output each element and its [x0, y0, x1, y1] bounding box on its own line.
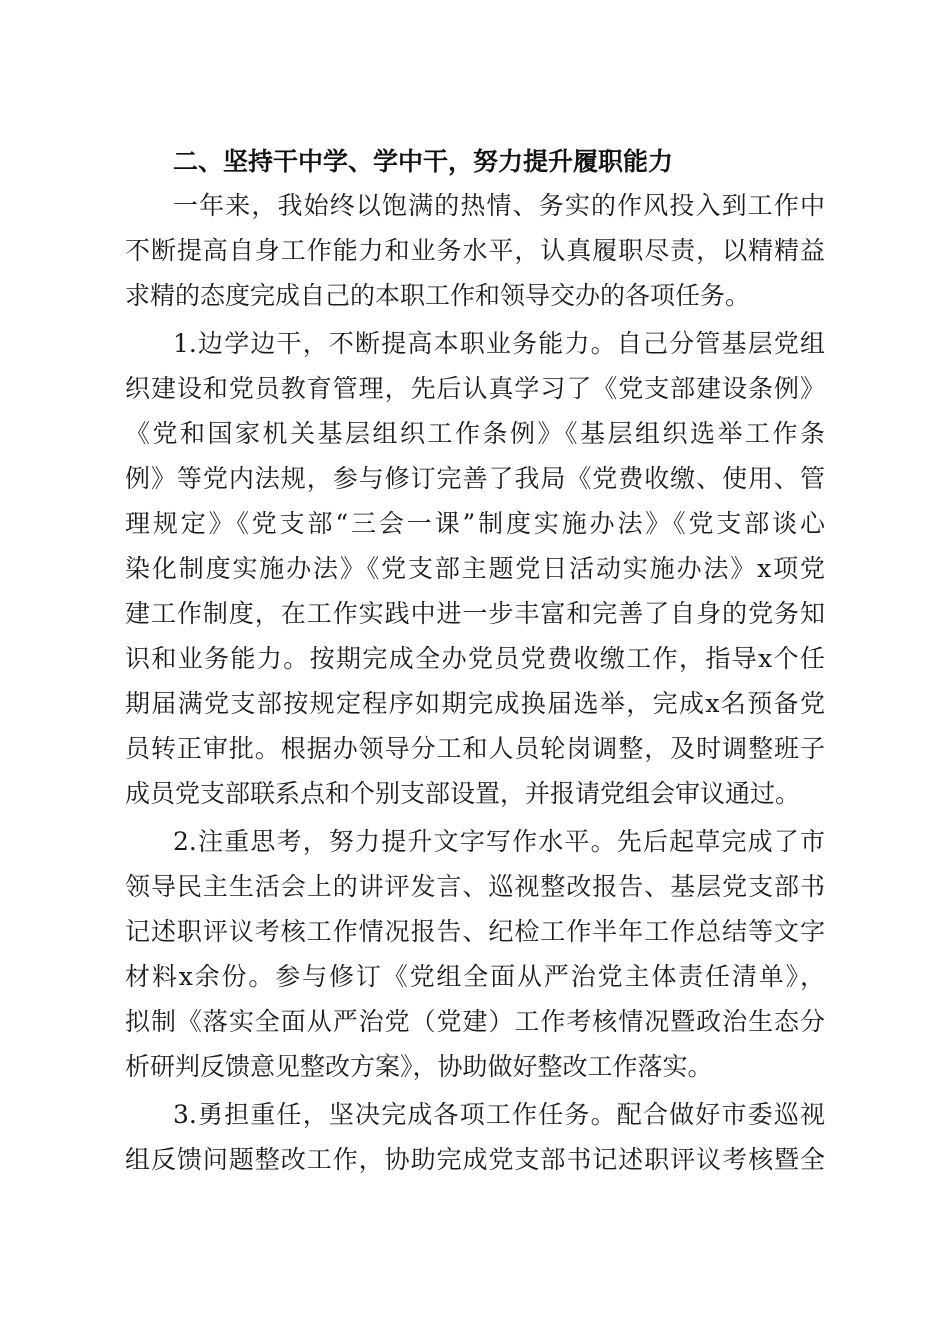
paragraph-2-line-7: 建工作制度，在工作实践中进一步丰富和完善了自身的党务知	[125, 599, 825, 628]
section-heading: 二、坚持干中学、学中干，努力提升履职能力	[173, 147, 674, 176]
paragraph-4-line-1: 3.勇担重任，坚决完成各项工作任务。配合做好市委巡视	[173, 1100, 825, 1129]
paragraph-2-line-5: 理规定》《党支部“三会一课”制度实施办法》《党支部谈心	[125, 509, 825, 538]
paragraph-2-line-4: 例》等党内法规，参与修订完善了我局《党费收缴、使用、管	[125, 464, 825, 493]
paragraph-2-line-6: 染化制度实施办法》《党支部主题党日活动实施办法》x项党	[125, 554, 825, 583]
paragraph-3-line-6: 析研判反馈意见整改方案》，协助做好整改工作落实。	[125, 1052, 713, 1081]
paragraph-2-line-9: 期届满党支部按规定程序如期完成换届选举，完成x名预备党	[125, 689, 825, 718]
paragraph-2-line-1: 1.边学边干，不断提高本职业务能力。自己分管基层党组	[173, 329, 825, 358]
paragraph-3-line-1: 2.注重思考，努力提升文字写作水平。先后起草完成了市	[173, 827, 825, 856]
paragraph-4-line-2: 组反馈问题整改工作，协助完成党支部书记述职评议考核暨全	[125, 1145, 825, 1174]
paragraph-2-line-2: 织建设和党员教育管理，先后认真学习了《党支部建设条例》	[125, 374, 825, 403]
paragraph-2-line-11: 成员党支部联系点和个别支部设置，并报请党组会审议通过。	[125, 779, 801, 808]
paragraph-3-line-2: 领导民主生活会上的讲评发言、巡视整改报告、基层党支部书	[125, 872, 825, 901]
paragraph-3-line-3: 记述职评议考核工作情况报告、纪检工作半年工作总结等文字	[125, 917, 825, 946]
paragraph-3-line-4: 材料x余份。参与修订《党组全面从严治党主体责任清单》，	[125, 962, 825, 991]
paragraph-3-line-5: 拟制《落实全面从严治党（党建）工作考核情况暨政治生态分	[125, 1007, 825, 1036]
paragraph-1-line-3: 求精的态度完成自己的本职工作和领导交办的各项任务。	[125, 281, 751, 310]
paragraph-1-line-1: 一年来，我始终以饱满的热情、务实的作风投入到工作中	[173, 191, 825, 220]
paragraph-2-line-3: 《党和国家机关基层组织工作条例》《基层组织选举工作条	[125, 419, 825, 448]
paragraph-2-line-8: 识和业务能力。按期完成全办党员党费收缴工作，指导x个任	[125, 644, 825, 673]
paragraph-2-line-10: 员转正审批。根据办领导分工和人员轮岗调整，及时调整班子	[125, 734, 825, 763]
paragraph-1-line-2: 不断提高自身工作能力和业务水平，认真履职尽责，以精精益	[125, 236, 825, 265]
